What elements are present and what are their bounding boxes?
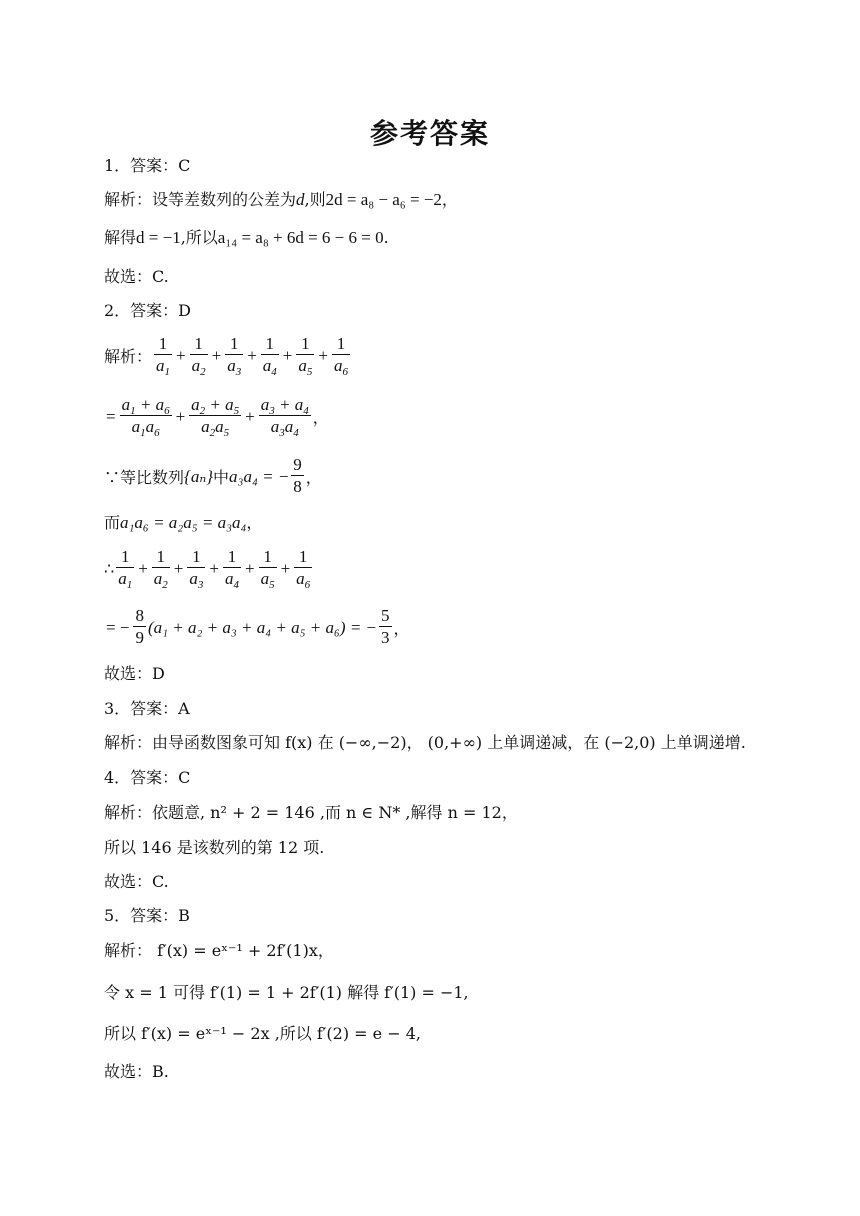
q1-comma: ， [441, 190, 458, 209]
q2-equal-products: a₁a₆ = a₂a₅ = a₃a₄ [120, 513, 247, 532]
q1-choose: 故选：C. [104, 267, 169, 286]
fraction: $\frac{a_1 + a_6}{a_1a_6}$ [121, 395, 170, 439]
q1-analysis-label: 解析：设等差数列的公差为 [104, 190, 297, 209]
q4-answer: 4．答案：C [104, 768, 191, 787]
q4-analysis-line2: 所以 146 是该数列的第 12 项. [104, 838, 325, 857]
q5-analysis-line3: 所以 f′(x) = eˣ⁻¹ − 2x ,所以 f′(2) = e − 4, [104, 1024, 421, 1043]
q4-choose: 故选：C. [104, 872, 169, 891]
fraction: $\frac{1}{a_1}$ [118, 547, 133, 591]
q2-since-line: ∵等比数列 {aₙ} 中 a₃a₄ = − $\frac{9}{8}$ ， [104, 455, 322, 496]
q1-equation-1: 2d = a₈ − a₆ = −2 [325, 190, 442, 209]
q5-analysis-line2: 令 x = 1 可得 f′(1) = 1 + 2f′(1) 解得 f′(1) = −1, [104, 983, 469, 1002]
fraction: $\frac{5}{3}$ [381, 606, 390, 647]
fraction: $\frac{1}{a_3}$ [227, 334, 242, 378]
q2-since-label: ∵等比数列 [104, 468, 185, 487]
q2-analysis-label: 解析： [104, 347, 153, 366]
q1-var-d: d [296, 190, 305, 209]
q4-analysis-line1: 解析：依题意, n² + 2 = 146 ,而 n ∈ N* ,解得 n = 12， [104, 803, 518, 822]
q2-sum-line: 解析： $\frac{1}{a_1}$ + $\frac{1}{a_2}$ + $\frac{1}{a_3}$ + $\frac{1}{a_4}$ + $\frac{1}{a_5}$ + $\frac{1}{a_6}$ [104, 334, 348, 378]
fraction: $\frac{1}{a_6}$ [333, 334, 348, 378]
q2-therefore-line: ∴ $\frac{1}{a_1}$ + $\frac{1}{a_2}$ + $\frac{1}{a_3}$ + $\frac{1}{a_4}$ + $\frac{1}{a_5}$ + $\frac{1}{a_6}$ [104, 547, 311, 591]
q2-sum-expression: (a₁ + a₂ + a₃ + a₄ + a₅ + a₆) = − [147, 617, 378, 637]
q2-answer: 2．答案：D [104, 301, 192, 320]
q1-solve-label: 解得 [104, 228, 137, 247]
q1-analysis-line2 [104, 227, 389, 249]
q2-sequence: {aₙ} [184, 466, 214, 486]
q5-analysis-line1: 解析： f′(x) = eˣ⁻¹ + 2f′(1)x， [104, 941, 334, 960]
q1-then: ,则 [304, 190, 326, 209]
fraction: $\frac{1}{a_4}$ [262, 334, 277, 378]
q2-choose: 故选：D [104, 664, 165, 683]
fraction: $\frac{1}{a_5}$ [298, 334, 313, 378]
fraction: $\frac{1}{a_1}$ [156, 334, 171, 378]
q1-so: ,所以 [180, 228, 218, 247]
q5-answer: 5．答案：B [104, 906, 190, 925]
q1-equation-2: d = −1 [136, 228, 181, 247]
fraction: $\frac{a_2 + a_5}{a_2a_5}$ [191, 395, 240, 439]
fraction: $\frac{1}{a_4}$ [224, 547, 239, 591]
q3-answer: 3．答案：A [104, 699, 190, 718]
q1-period: . [383, 228, 389, 247]
q1-answer: 1．答案：C [104, 156, 191, 175]
q5-choose: 故选：B. [104, 1062, 169, 1081]
q2-grouped-line: = $\frac{a_1 + a_6}{a_1a_6}$ + $\frac{a_2 + a_5}{a_2a_5}$ + $\frac{a_3 + a_4}{a_3a_4}$ ， [106, 395, 329, 439]
fraction: $\frac{1}{a_3}$ [189, 547, 204, 591]
fraction: $\frac{9}{8}$ [293, 455, 302, 496]
q2-and-line: 而a₁a₆ = a₂a₅ = a₃a₄， [104, 513, 263, 532]
therefore-symbol: ∴ [104, 559, 115, 578]
q2-and-label: 而 [104, 513, 121, 532]
fraction: $\frac{8}{9}$ [135, 606, 144, 647]
q2-product: a₃a₄ = − [229, 466, 290, 486]
q1-analysis-line1 [104, 189, 458, 211]
q2-in: 中 [213, 468, 230, 487]
fraction: $\frac{1}{a_5}$ [260, 547, 275, 591]
q3-analysis: 解析：由导函数图象可知 f(x) 在 (−∞,−2)， (0,+∞) 上单调递减，在 (−2,0) 上单调递增. [104, 733, 746, 752]
page-title: 参考答案 [369, 117, 490, 150]
q1-equation-3: a₁₄ = a₈ + 6d = 6 − 6 = 0 [217, 228, 384, 247]
fraction: $\frac{1}{a_2}$ [191, 334, 206, 378]
q2-result-line: = − $\frac{8}{9}$ (a₁ + a₂ + a₃ + a₄ + a₅ + a₆) = − $\frac{5}{3}$ ， [106, 606, 410, 647]
fraction: $\frac{1}{a_6}$ [296, 547, 311, 591]
fraction: $\frac{1}{a_2}$ [153, 547, 168, 591]
fraction: $\frac{a_3 + a_4}{a_3a_4}$ [260, 395, 309, 439]
